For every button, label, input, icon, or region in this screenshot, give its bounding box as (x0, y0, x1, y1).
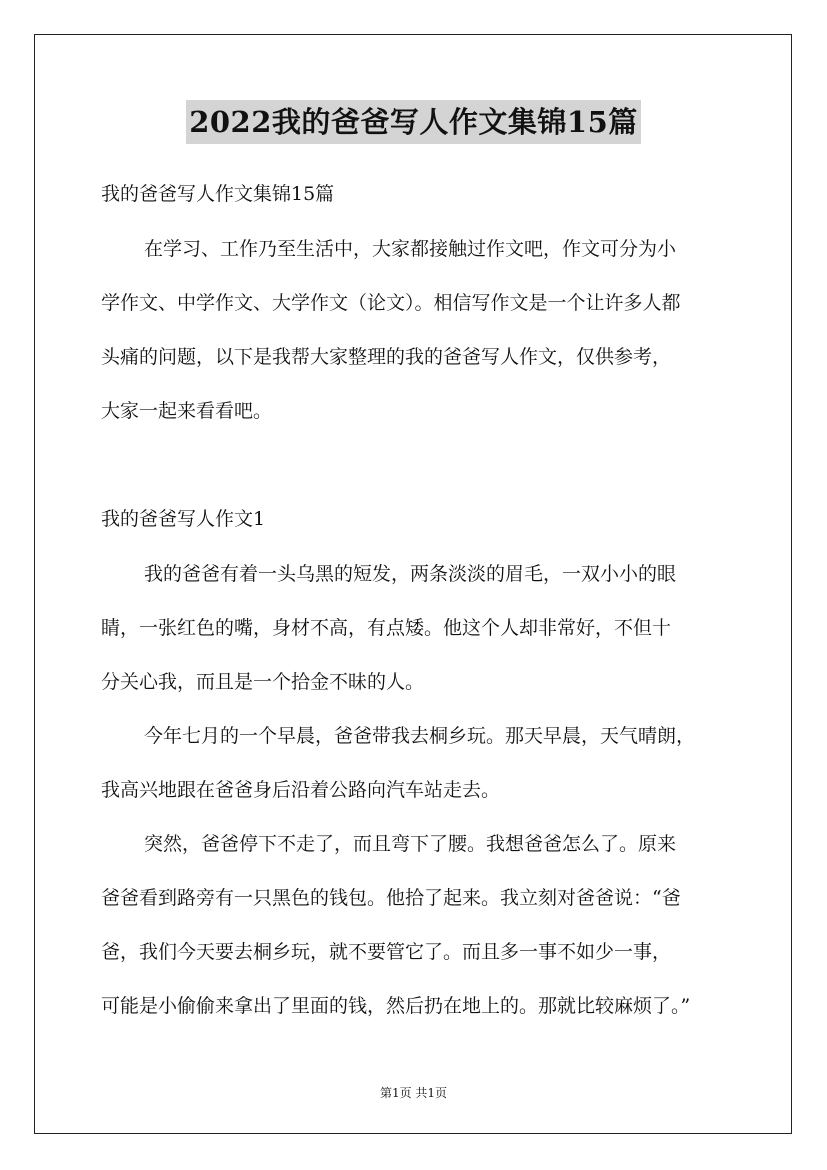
paragraph-line: 爸爸看到路旁有一只黑色的钱包。他拾了起来。我立刻对爸爸说：“爸 (101, 887, 681, 909)
document-title: 2022我的爸爸写人作文集锦15篇 (186, 100, 641, 144)
title-container (0, 100, 827, 144)
paragraph-line: 睛，一张红色的嘴，身材不高，有点矮。他这个人却非常好，不但十 (101, 617, 672, 639)
paragraph-line: 我的爸爸有着一头乌黑的短发，两条淡淡的眉毛，一双小小的眼 (144, 563, 677, 585)
intro-line: 头痛的问题，以下是我帮大家整理的我的爸爸写人作文，仅供参考， (101, 346, 672, 368)
paragraph-line: 可能是小偷偷来拿出了里面的钱，然后扔在地上的。那就比较麻烦了。” (101, 995, 691, 1017)
paragraph-line: 我高兴地跟在爸爸身后沿着公路向汽车站走去。 (101, 779, 501, 801)
paragraph-line: 爸，我们今天要去桐乡玩，就不要管它了。而且多一事不如少一事， (101, 941, 672, 963)
page-footer: 第1页 共1页 (379, 1086, 448, 1100)
intro-line: 在学习、工作乃至生活中，大家都接触过作文吧，作文可分为小 (144, 238, 677, 260)
subtitle: 我的爸爸写人作文集锦15篇 (101, 183, 335, 205)
intro-line: 学作文、中学作文、大学作文（论文）。相信写作文是一个让许多人都 (101, 292, 681, 314)
intro-line: 大家一起来看看吧。 (101, 400, 273, 422)
paragraph-line: 突然，爸爸停下不走了，而且弯下了腰。我想爸爸怎么了。原来 (144, 833, 677, 855)
paragraph-line: 分关心我，而且是一个拾金不昧的人。 (101, 671, 425, 693)
paragraph-line: 今年七月的一个早晨，爸爸带我去桐乡玩。那天早晨，天气晴朗， (144, 725, 696, 747)
section-heading: 我的爸爸写人作文1 (101, 508, 266, 530)
